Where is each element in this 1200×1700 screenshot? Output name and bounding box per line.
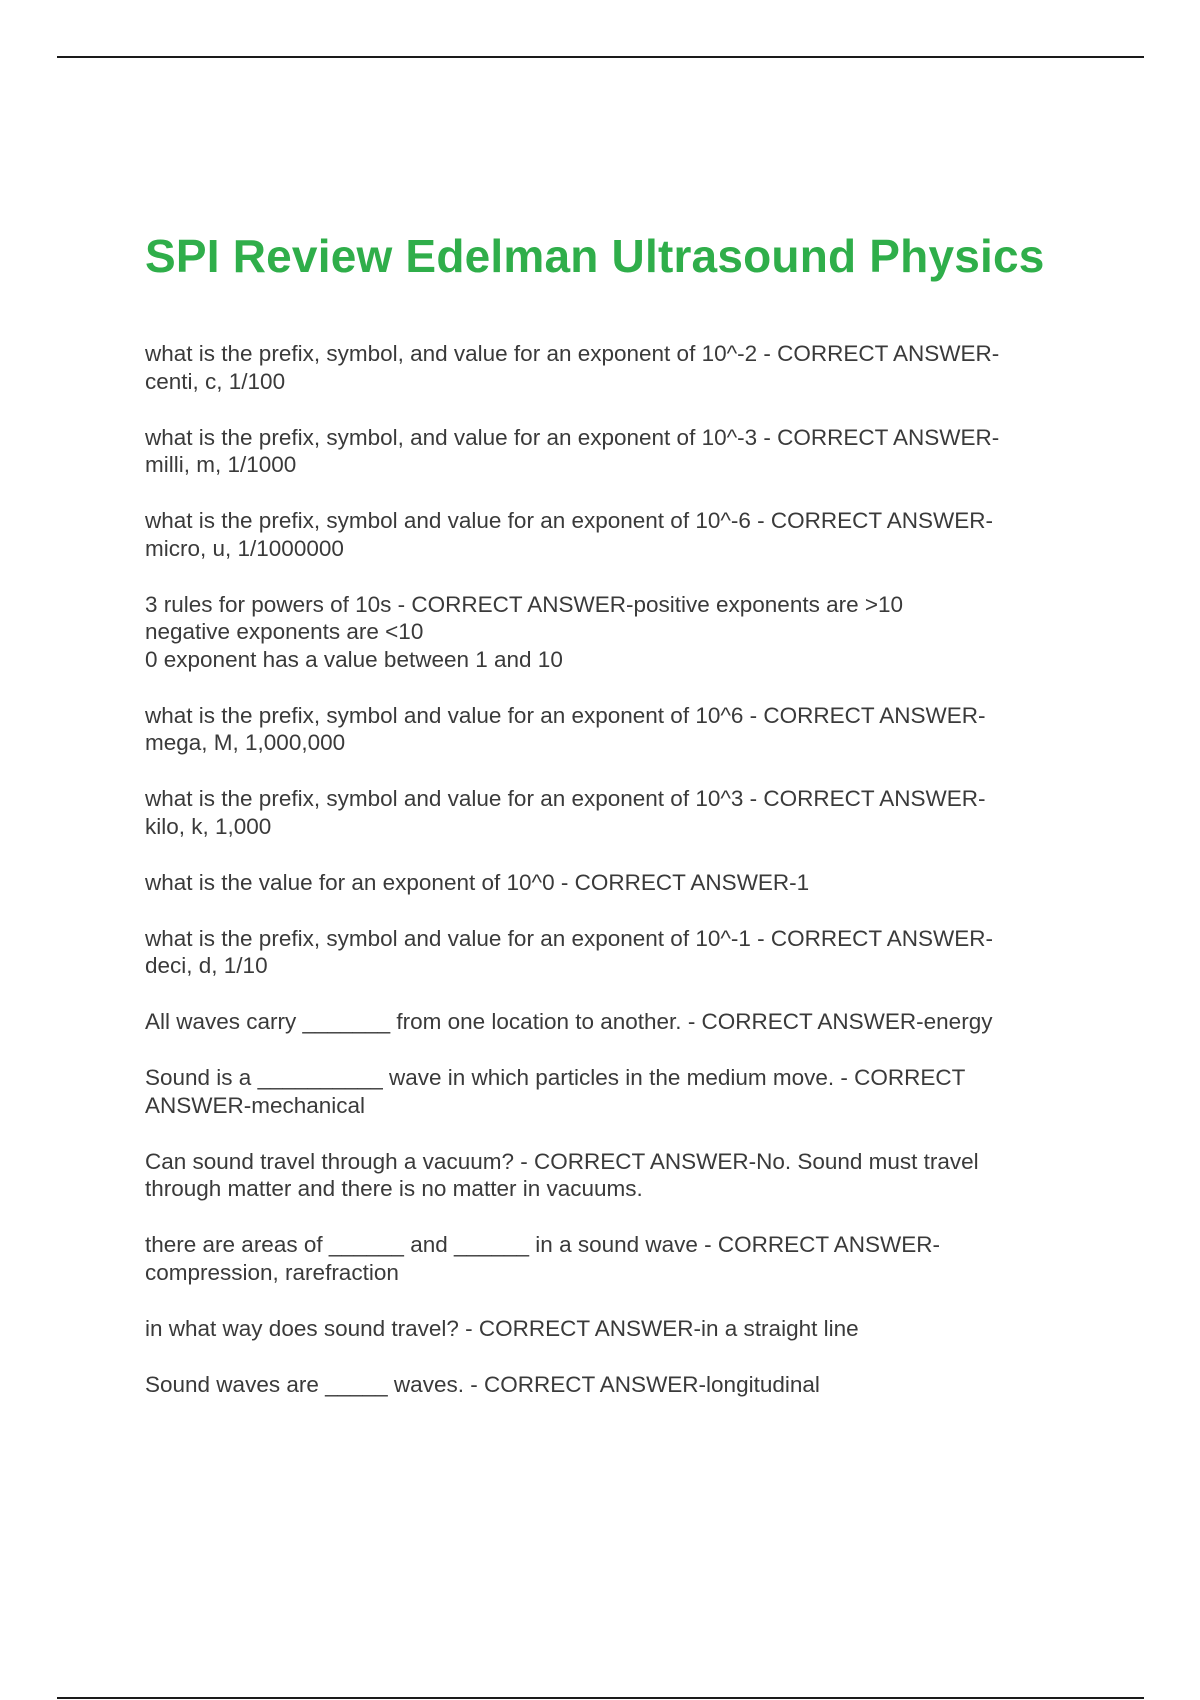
qa-entry: [145, 424, 1085, 479]
qa-line: what is the prefix, symbol and value for an exponent of 10^-1 - CORRECT ANSWER-: [145, 925, 994, 951]
qa-entry: [145, 1064, 1085, 1119]
qa-line: through matter and there is no matter in vacuums.: [145, 1176, 643, 1201]
footer-rule: [57, 1697, 1144, 1699]
qa-entry: [145, 869, 1085, 897]
qa-entry: [145, 507, 1085, 562]
qa-list: [145, 340, 1085, 1427]
qa-line: what is the prefix, symbol, and value for an exponent of 10^-2 - CORRECT ANSWER-: [145, 341, 1000, 366]
qa-line: what is the prefix, symbol and value for an exponent of 10^-6 - CORRECT ANSWER-: [145, 508, 994, 533]
qa-line: what is the prefix, symbol, and value for an exponent of 10^-3 - CORRECT ANSWER-: [145, 424, 1000, 450]
qa-line: Sound waves are _____ waves. - CORRECT ANSWER-longitudinal: [145, 1371, 820, 1397]
qa-line: micro, u, 1/1000000: [145, 535, 344, 561]
qa-line: 3 rules for powers of 10s - CORRECT ANSWER-positive exponents are >10: [145, 591, 904, 617]
qa-line: there are areas of ______ and ______ in a sound wave - CORRECT ANSWER-: [145, 1232, 941, 1257]
qa-line: All waves carry _______ from one location to another. - CORRECT ANSWER-energy: [145, 1009, 993, 1034]
qa-line: compression, rarefraction: [145, 1259, 399, 1285]
qa-line: what is the value for an exponent of 10^0 - CORRECT ANSWER-1: [145, 869, 810, 895]
qa-entry: [145, 785, 1085, 840]
qa-entry: [145, 1315, 1085, 1343]
qa-line: Can sound travel through a vacuum? - CORRECT ANSWER-No. Sound must travel: [145, 1148, 979, 1174]
qa-entry: [145, 1008, 1085, 1036]
header-rule: [57, 56, 1144, 58]
qa-line: what is the prefix, symbol and value for an exponent of 10^3 - CORRECT ANSWER-: [145, 786, 986, 811]
qa-line: negative exponents are <10: [145, 619, 424, 644]
qa-entry: [145, 1148, 1085, 1203]
qa-entry: [145, 925, 1085, 980]
qa-entry: [145, 591, 1085, 674]
qa-entry: [145, 1231, 1085, 1286]
qa-line: deci, d, 1/10: [145, 953, 268, 978]
qa-entry: [145, 1371, 1085, 1399]
qa-entry: [145, 702, 1085, 757]
qa-line: 0 exponent has a value between 1 and 10: [145, 646, 563, 672]
qa-line: milli, m, 1/1000: [145, 452, 297, 477]
qa-entry: [145, 340, 1085, 395]
qa-line: Sound is a __________ wave in which particles in the medium move. - CORRECT: [145, 1065, 966, 1090]
qa-line: in what way does sound travel? - CORRECT ANSWER-in a straight line: [145, 1315, 859, 1341]
qa-line: mega, M, 1,000,000: [145, 730, 346, 755]
document-title: SPI Review Edelman Ultrasound Physics: [145, 230, 1045, 282]
qa-line: ANSWER-mechanical: [145, 1092, 366, 1118]
qa-line: what is the prefix, symbol and value for an exponent of 10^6 - CORRECT ANSWER-: [145, 702, 986, 728]
qa-line: centi, c, 1/100: [145, 368, 286, 394]
qa-line: kilo, k, 1,000: [145, 813, 272, 839]
